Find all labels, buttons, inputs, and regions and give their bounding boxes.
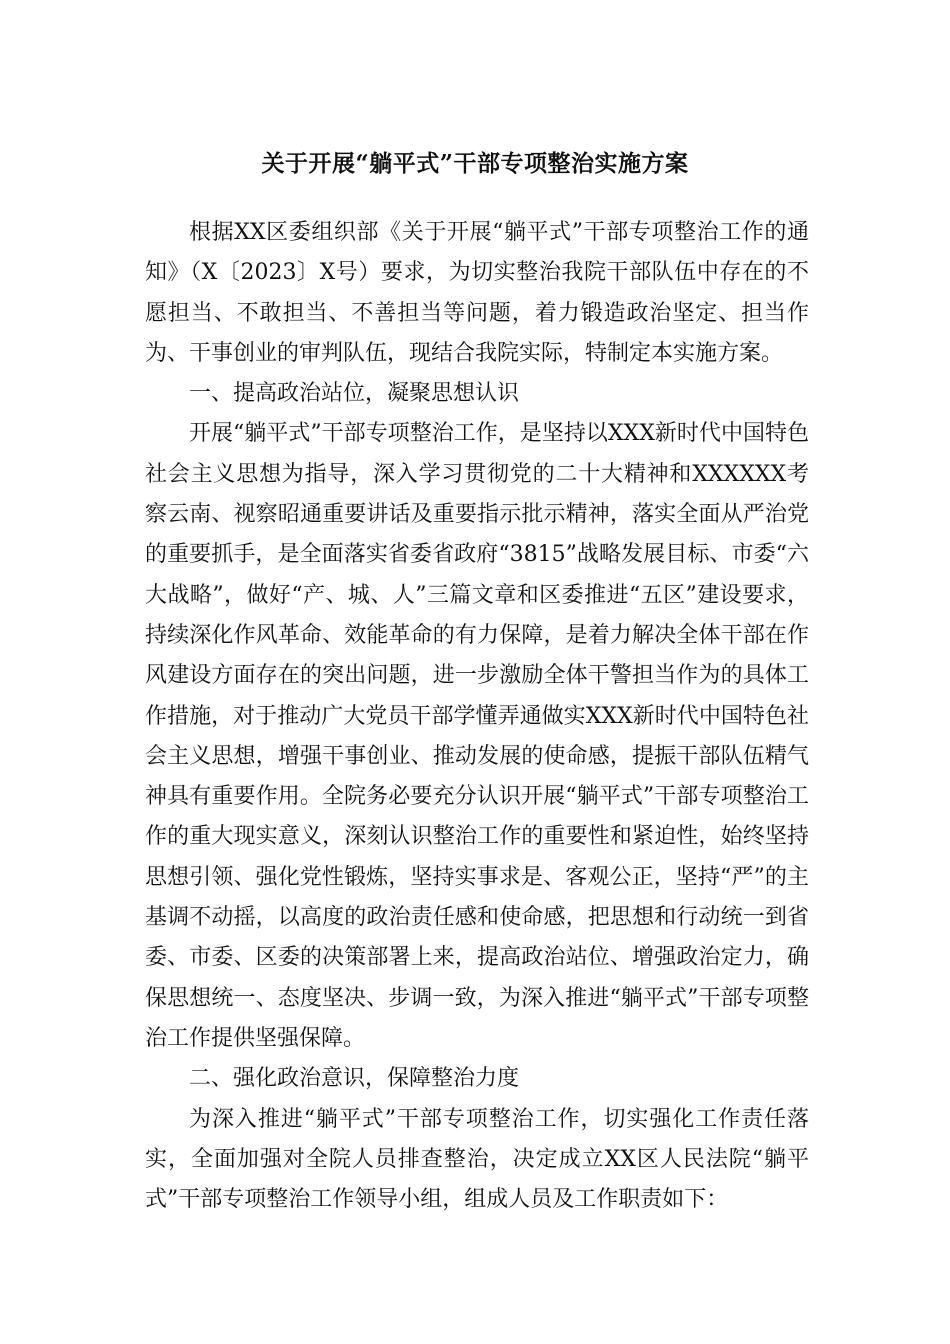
section-heading-2: 二、强化政治意识，保障整治力度 xyxy=(189,1066,520,1092)
section-2-paragraph: 为深入推进“躺平式”干部专项整治工作，切实强化工作责任落实，全面加强对全院人员排查整治，决定成立XX区人民法院“躺平式”干部专项整治工作领导小组，组成人员及工作职责如下： xyxy=(145,1106,809,1213)
section-1-paragraph: 开展“躺平式”干部专项整治工作，是坚持以XXX新时代中国特色社会主义思想为指导，深入学习贯彻党的二十大精神和XXXXXX考察云南、视察昭通重要讲话及重要指示批示精神，落实全面从严治党的重要抓手，是全面落实省委省政府“3815”战略发展目标、市委“六大战略”，做好“产、城、人”三篇文章和区委推进“五区”建设要求，持续深化作风革命、效能革命的有力保障，是着力解决全体干部在作风建设方面存在的突出问题，进一步激励全体干警担当作为的具体工作措施，对于推动广大党员干部学懂弄通做实XXX新时代中国特色社会主义思想，增强干事创业、推动发展的使命感，提振干部队伍精气神具有重要作用。全院务必要充分认识开展“躺平式”干部专项整治工作的重大现实意义，深刻认识整治工作的重要性和紧迫性，始终坚持思想引领、强化党性锻炼，坚持实事求是、客观公正，坚持“严”的主基调不动摇，以高度的政治责任感和使命感，把思想和行动统一到省委、市委、区委的决策部署上来，提高政治站位、增强政治定力，确保思想统一、态度坚决、步调一致，为深入推进“躺平式”干部专项整治工作提供坚强保障。 xyxy=(145,421,809,1051)
section-heading-1: 一、提高政治站位，凝聚思想认识 xyxy=(189,381,520,407)
document-body xyxy=(145,213,809,1220)
document-title: 关于开展“躺平式”干部专项整治实施方案 xyxy=(261,150,689,177)
intro-paragraph: 根据XX区委组织部《关于开展“躺平式”干部专项整治工作的通知》（X〔2023〕X号）要求，为切实整治我院干部队伍中存在的不愿担当、不敢担当、不善担当等问题，着力锻造政治坚定、担当作为、干事创业的审判队伍，现结合我院实际，特制定本实施方案。 xyxy=(145,220,809,366)
